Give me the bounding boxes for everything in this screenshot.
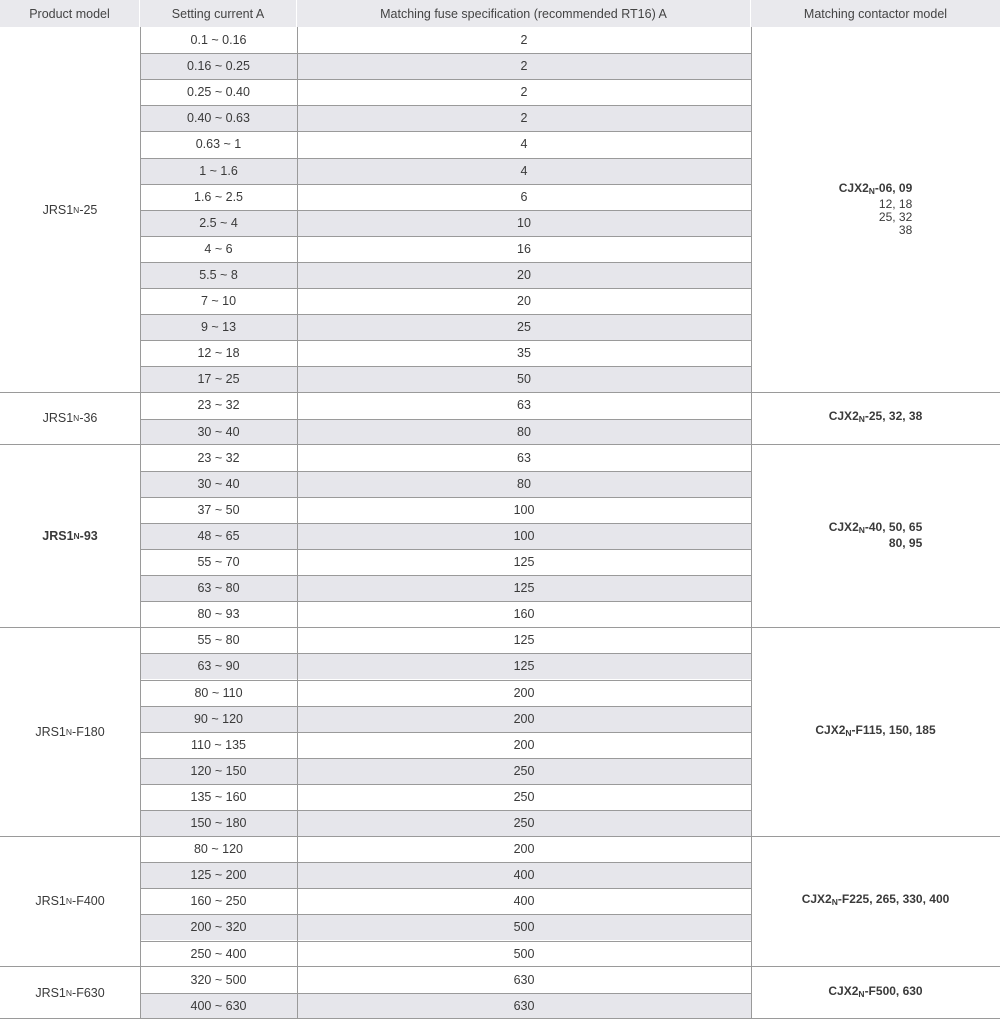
fuse-spec-cell: 6 [520,189,528,204]
product-model-cell [0,627,140,836]
fuse-spec-cell: 250 [513,816,535,831]
setting-current-cell: 23 ~ 32 [197,398,240,413]
model-prefix: JRS1 [35,894,66,909]
fuse-spec-cell: 100 [513,528,535,543]
setting-current-cell: 320 ~ 500 [190,972,247,987]
row-divider [140,549,751,550]
setting-current-cell: 37 ~ 50 [197,502,240,517]
model-subscript: N [65,987,73,998]
contactor-subscript: N [858,525,865,536]
fuse-spec-cell: 16 [517,241,531,256]
row-divider [140,340,751,341]
model-subscript: N [73,530,80,541]
model-subscript: N [73,413,80,424]
setting-current-cell: 17 ~ 25 [197,372,240,387]
fuse-spec-cell: 500 [513,946,535,961]
contactor-text [829,410,923,426]
fuse-spec-cell: 2 [520,59,528,74]
fuse-spec-cell: 4 [520,163,528,178]
setting-current-cell: 80 ~ 110 [194,685,243,700]
row-divider [140,941,751,942]
model-prefix: JRS1 [42,528,74,543]
contactor-models: -06, 09 [874,181,913,196]
row-divider [140,131,751,132]
setting-current-cell: 12 ~ 18 [197,346,240,361]
fuse-spec-cell: 25 [517,320,531,335]
fuse-spec-cell: 80 [517,424,531,439]
fuse-spec-cell: 250 [513,789,535,804]
row-divider [140,79,751,80]
contactor-text [839,182,913,237]
setting-current-cell: 90 ~ 120 [193,711,243,726]
contactor-subscript: N [831,897,838,908]
fuse-spec-cell: 200 [513,711,535,726]
fuse-spec-cell: 200 [513,685,535,700]
contactor-models: 38 [898,223,913,238]
setting-current-cell: 0.25 ~ 0.40 [187,85,250,100]
fuse-spec-cell: 500 [513,920,535,935]
row-divider [140,706,751,707]
contactor-line [802,893,950,909]
model-prefix: JRS1 [35,985,66,1000]
contactor-prefix: CJX2 [828,520,859,535]
product-model-cell [0,27,140,392]
model-subscript: N [65,896,73,907]
contactor-models: 25, 32 [878,210,913,225]
product-model-cell [0,836,140,967]
contactor-subscript: N [845,727,852,738]
model-prefix: JRS1 [42,202,74,217]
contactor-subscript: N [858,988,865,999]
model-suffix: -93 [79,528,98,543]
model-prefix: JRS1 [35,724,66,739]
header-product-model: Product model [0,0,140,27]
fuse-spec-cell: 400 [513,868,535,883]
setting-current-cell: 2.5 ~ 4 [199,215,238,230]
fuse-spec-cell: 630 [513,998,535,1013]
setting-current-cell: 200 ~ 320 [190,920,247,935]
model-prefix: JRS1 [42,411,74,426]
setting-current-cell: 0.16 ~ 0.25 [187,59,250,74]
row-divider [140,888,751,889]
fuse-spec-cell: 63 [517,398,531,413]
row-divider [140,653,751,654]
fuse-spec-cell: 80 [517,476,531,491]
row-divider [140,523,751,524]
model-suffix: -F630 [72,985,105,1000]
fuse-spec-cell: 200 [513,737,535,752]
contactor-models: -40, 50, 65 [864,520,923,535]
column-divider [297,27,298,1019]
contactor-line [829,537,923,550]
contactor-text [828,985,922,1001]
row-divider [140,184,751,185]
fuse-spec-cell: 63 [517,450,531,465]
product-model-cell [0,967,140,1019]
setting-current-cell: 30 ~ 40 [197,476,240,491]
column-divider [751,27,752,1019]
contactor-line [839,182,913,198]
setting-current-cell: 110 ~ 135 [190,737,247,752]
fuse-spec-cell: 125 [513,581,535,596]
row-divider [140,236,751,237]
contactor-model-cell [751,627,1000,836]
row-divider [140,314,751,315]
setting-current-cell: 160 ~ 250 [190,894,247,909]
row-divider [140,758,751,759]
header-contactor-model: Matching contactor model [751,0,1000,27]
contactor-subscript: N [858,414,865,425]
setting-current-cell: 1 ~ 1.6 [199,163,238,178]
fuse-spec-cell: 2 [520,85,528,100]
header-setting-current: Setting current A [140,0,297,27]
row-divider [140,680,751,681]
fuse-spec-cell: 50 [517,372,531,387]
fuse-spec-cell: 160 [513,607,535,622]
row-divider [140,993,751,994]
fuse-spec-cell: 2 [520,33,528,48]
row-divider [140,862,751,863]
contactor-line [828,985,922,1001]
setting-current-cell: 80 ~ 93 [197,607,240,622]
setting-current-cell: 23 ~ 32 [197,450,240,465]
contactor-text [802,893,950,909]
fuse-spec-cell: 125 [513,555,535,570]
fuse-spec-cell: 100 [513,502,535,517]
row-divider [140,810,751,811]
contactor-models: 80, 95 [888,536,923,551]
contactor-models: -25, 32, 38 [864,409,923,424]
fuse-spec-cell: 400 [513,894,535,909]
row-divider [140,497,751,498]
row-divider [140,575,751,576]
model-suffix: -36 [79,411,98,426]
row-divider [140,914,751,915]
row-divider [140,262,751,263]
model-subscript: N [73,204,80,215]
setting-current-cell: 80 ~ 120 [193,842,243,857]
contactor-prefix: CJX2 [815,722,846,737]
contactor-text [829,521,923,550]
contactor-models: -F115, 150, 185 [851,722,936,737]
contactor-line [829,410,923,426]
row-divider [140,784,751,785]
model-suffix: -F180 [72,724,105,739]
model-subscript: N [65,726,73,737]
fuse-spec-cell: 630 [513,972,535,987]
fuse-spec-cell: 200 [513,842,535,857]
setting-current-cell: 9 ~ 13 [200,320,237,335]
contactor-line [839,224,913,237]
setting-current-cell: 135 ~ 160 [190,789,247,804]
setting-current-cell: 5.5 ~ 8 [199,267,238,282]
row-divider [140,105,751,106]
model-suffix: -F400 [72,894,105,909]
contactor-prefix: CJX2 [838,181,869,196]
setting-current-cell: 63 ~ 80 [197,581,240,596]
contactor-model-cell [751,27,1000,392]
setting-current-cell: 55 ~ 80 [197,633,240,648]
row-divider [140,288,751,289]
fuse-spec-cell: 125 [513,659,535,674]
fuse-spec-cell: 250 [513,763,535,778]
contactor-models: -F500, 630 [864,983,923,998]
setting-current-cell: 48 ~ 65 [197,528,240,543]
row-divider [140,158,751,159]
row-divider [140,419,751,420]
fuse-spec-cell: 20 [517,294,531,309]
model-suffix: -25 [79,202,98,217]
contactor-prefix: CJX2 [801,892,832,907]
contactor-text [815,724,935,740]
product-model-cell [0,392,140,444]
contactor-model-cell [751,967,1000,1019]
setting-current-cell: 30 ~ 40 [197,424,240,439]
contactor-models: -F225, 265, 330, 400 [837,892,950,907]
fuse-spec-cell: 20 [517,267,531,282]
setting-current-cell: 0.40 ~ 0.63 [187,111,250,126]
contactor-model-cell [751,836,1000,967]
setting-current-cell: 63 ~ 90 [197,659,240,674]
row-divider [140,471,751,472]
fuse-spec-cell: 35 [517,346,531,361]
contactor-subscript: N [868,186,875,197]
header-fuse-spec: Matching fuse specification (recommended RT16) A [297,0,751,27]
setting-current-cell: 120 ~ 150 [190,763,247,778]
setting-current-cell: 125 ~ 200 [190,868,247,883]
product-model-cell [0,445,140,628]
column-divider [140,27,141,1019]
setting-current-cell: 250 ~ 400 [190,946,247,961]
row-divider [140,210,751,211]
fuse-spec-cell: 2 [520,111,528,126]
contactor-model-cell [751,392,1000,444]
contactor-line [815,724,935,740]
contactor-models: 12, 18 [878,197,913,212]
contactor-line [829,521,923,537]
setting-current-cell: 1.6 ~ 2.5 [194,189,243,204]
setting-current-cell: 7 ~ 10 [200,294,237,309]
setting-current-cell: 4 ~ 6 [204,241,233,256]
fuse-spec-cell: 10 [517,215,531,230]
contactor-prefix: CJX2 [828,983,859,998]
row-divider [140,53,751,54]
contactor-prefix: CJX2 [828,409,859,424]
setting-current-cell: 0.63 ~ 1 [195,137,242,152]
row-divider [140,732,751,733]
fuse-spec-cell: 125 [513,633,535,648]
setting-current-cell: 55 ~ 70 [197,555,240,570]
contactor-model-cell [751,445,1000,628]
row-divider [140,366,751,367]
setting-current-cell: 400 ~ 630 [190,998,247,1013]
row-divider [140,601,751,602]
setting-current-cell: 0.1 ~ 0.16 [190,33,247,48]
fuse-spec-cell: 4 [520,137,528,152]
setting-current-cell: 150 ~ 180 [190,816,247,831]
